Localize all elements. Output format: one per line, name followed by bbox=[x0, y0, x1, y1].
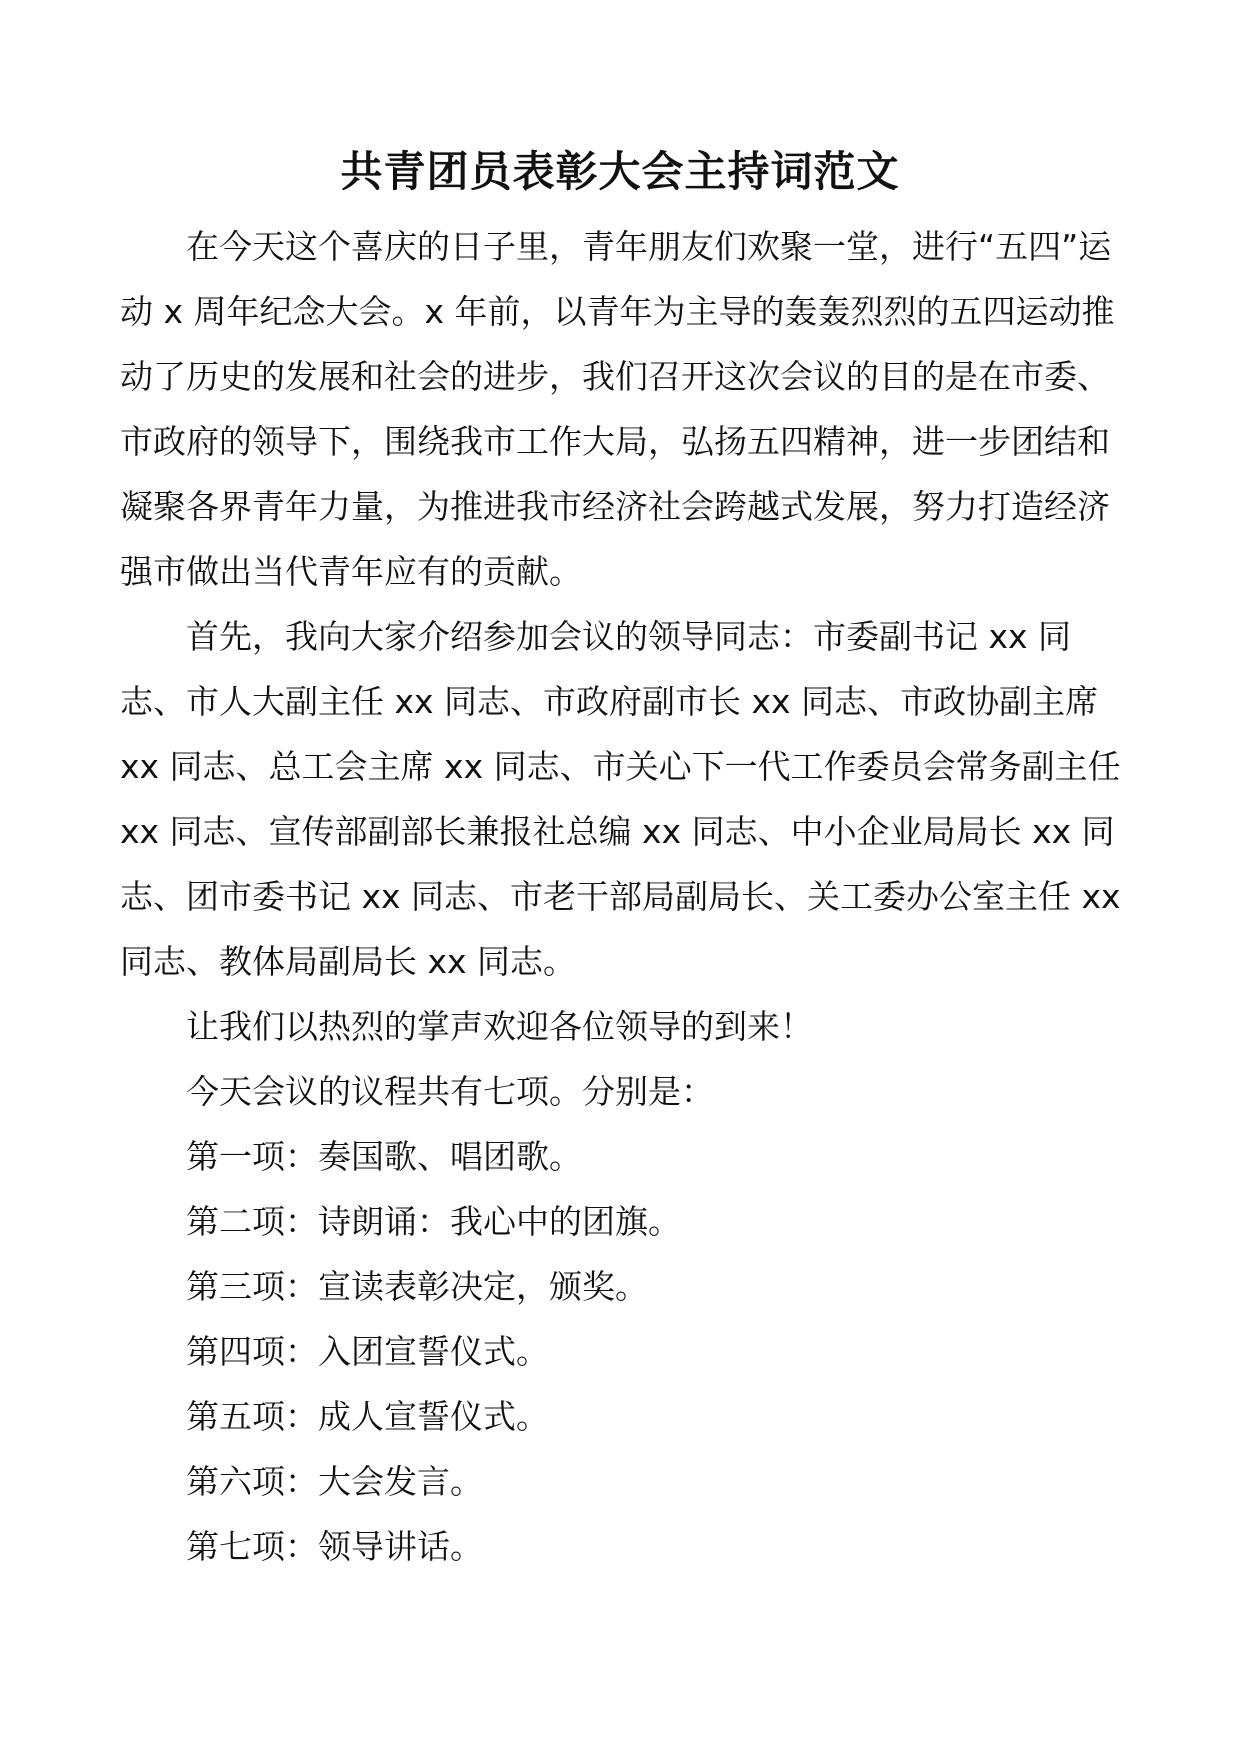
paragraph-welcome: 让我们以热烈的掌声欢迎各位领导的到来！ bbox=[186, 1007, 813, 1046]
agenda-item-2: 第二项：诗朗诵：我心中的团旗。 bbox=[186, 1202, 681, 1241]
paragraph-leaders: 首先，我向大家介绍参加会议的领导同志：市委副书记 xx 同志、市人大副主任 xx 同志、市政府副市长 xx 同志、市政协副主席 xx 同志、总工会主席 xx 同志、市关心下一代工作委员会常务副主任 xx 同志、宣传部副部长兼报社总编 xx 同志、中小企业局局长 xx 同志、团市委书记 xx 同志、市老干部局副局长、关工委办公室主任 xx 同志、教体局副局长 xx 同志。 bbox=[120, 617, 1121, 981]
document-body bbox=[120, 214, 1130, 1579]
agenda-item-5: 第五项：成人宣誓仪式。 bbox=[186, 1397, 549, 1436]
paragraph-agenda-intro: 今天会议的议程共有七项。分别是： bbox=[186, 1072, 714, 1111]
agenda-item-3: 第三项：宣读表彰决定，颁奖。 bbox=[186, 1267, 648, 1306]
document-title: 共青团员表彰大会主持词范文 bbox=[340, 147, 900, 196]
agenda-item-7: 第七项：领导讲话。 bbox=[186, 1527, 483, 1566]
agenda-item-6: 第六项：大会发言。 bbox=[186, 1462, 483, 1501]
agenda-item-1: 第一项：奏国歌、唱团歌。 bbox=[186, 1137, 582, 1176]
paragraph-opening: 在今天这个喜庆的日子里，青年朋友们欢聚一堂，进行“五四”运动 x 周年纪念大会。x 年前，以青年为主导的轰轰烈烈的五四运动推动了历史的发展和社会的进步，我们召开这次会议的目的是在市委、市政府的领导下，围绕我市工作大局，弘扬五四精神，进一步团结和凝聚各界青年力量，为推进我市经济社会跨越式发展，努力打造经济强市做出当代青年应有的贡献。 bbox=[120, 227, 1115, 591]
agenda-item-4: 第四项：入团宣誓仪式。 bbox=[186, 1332, 549, 1371]
